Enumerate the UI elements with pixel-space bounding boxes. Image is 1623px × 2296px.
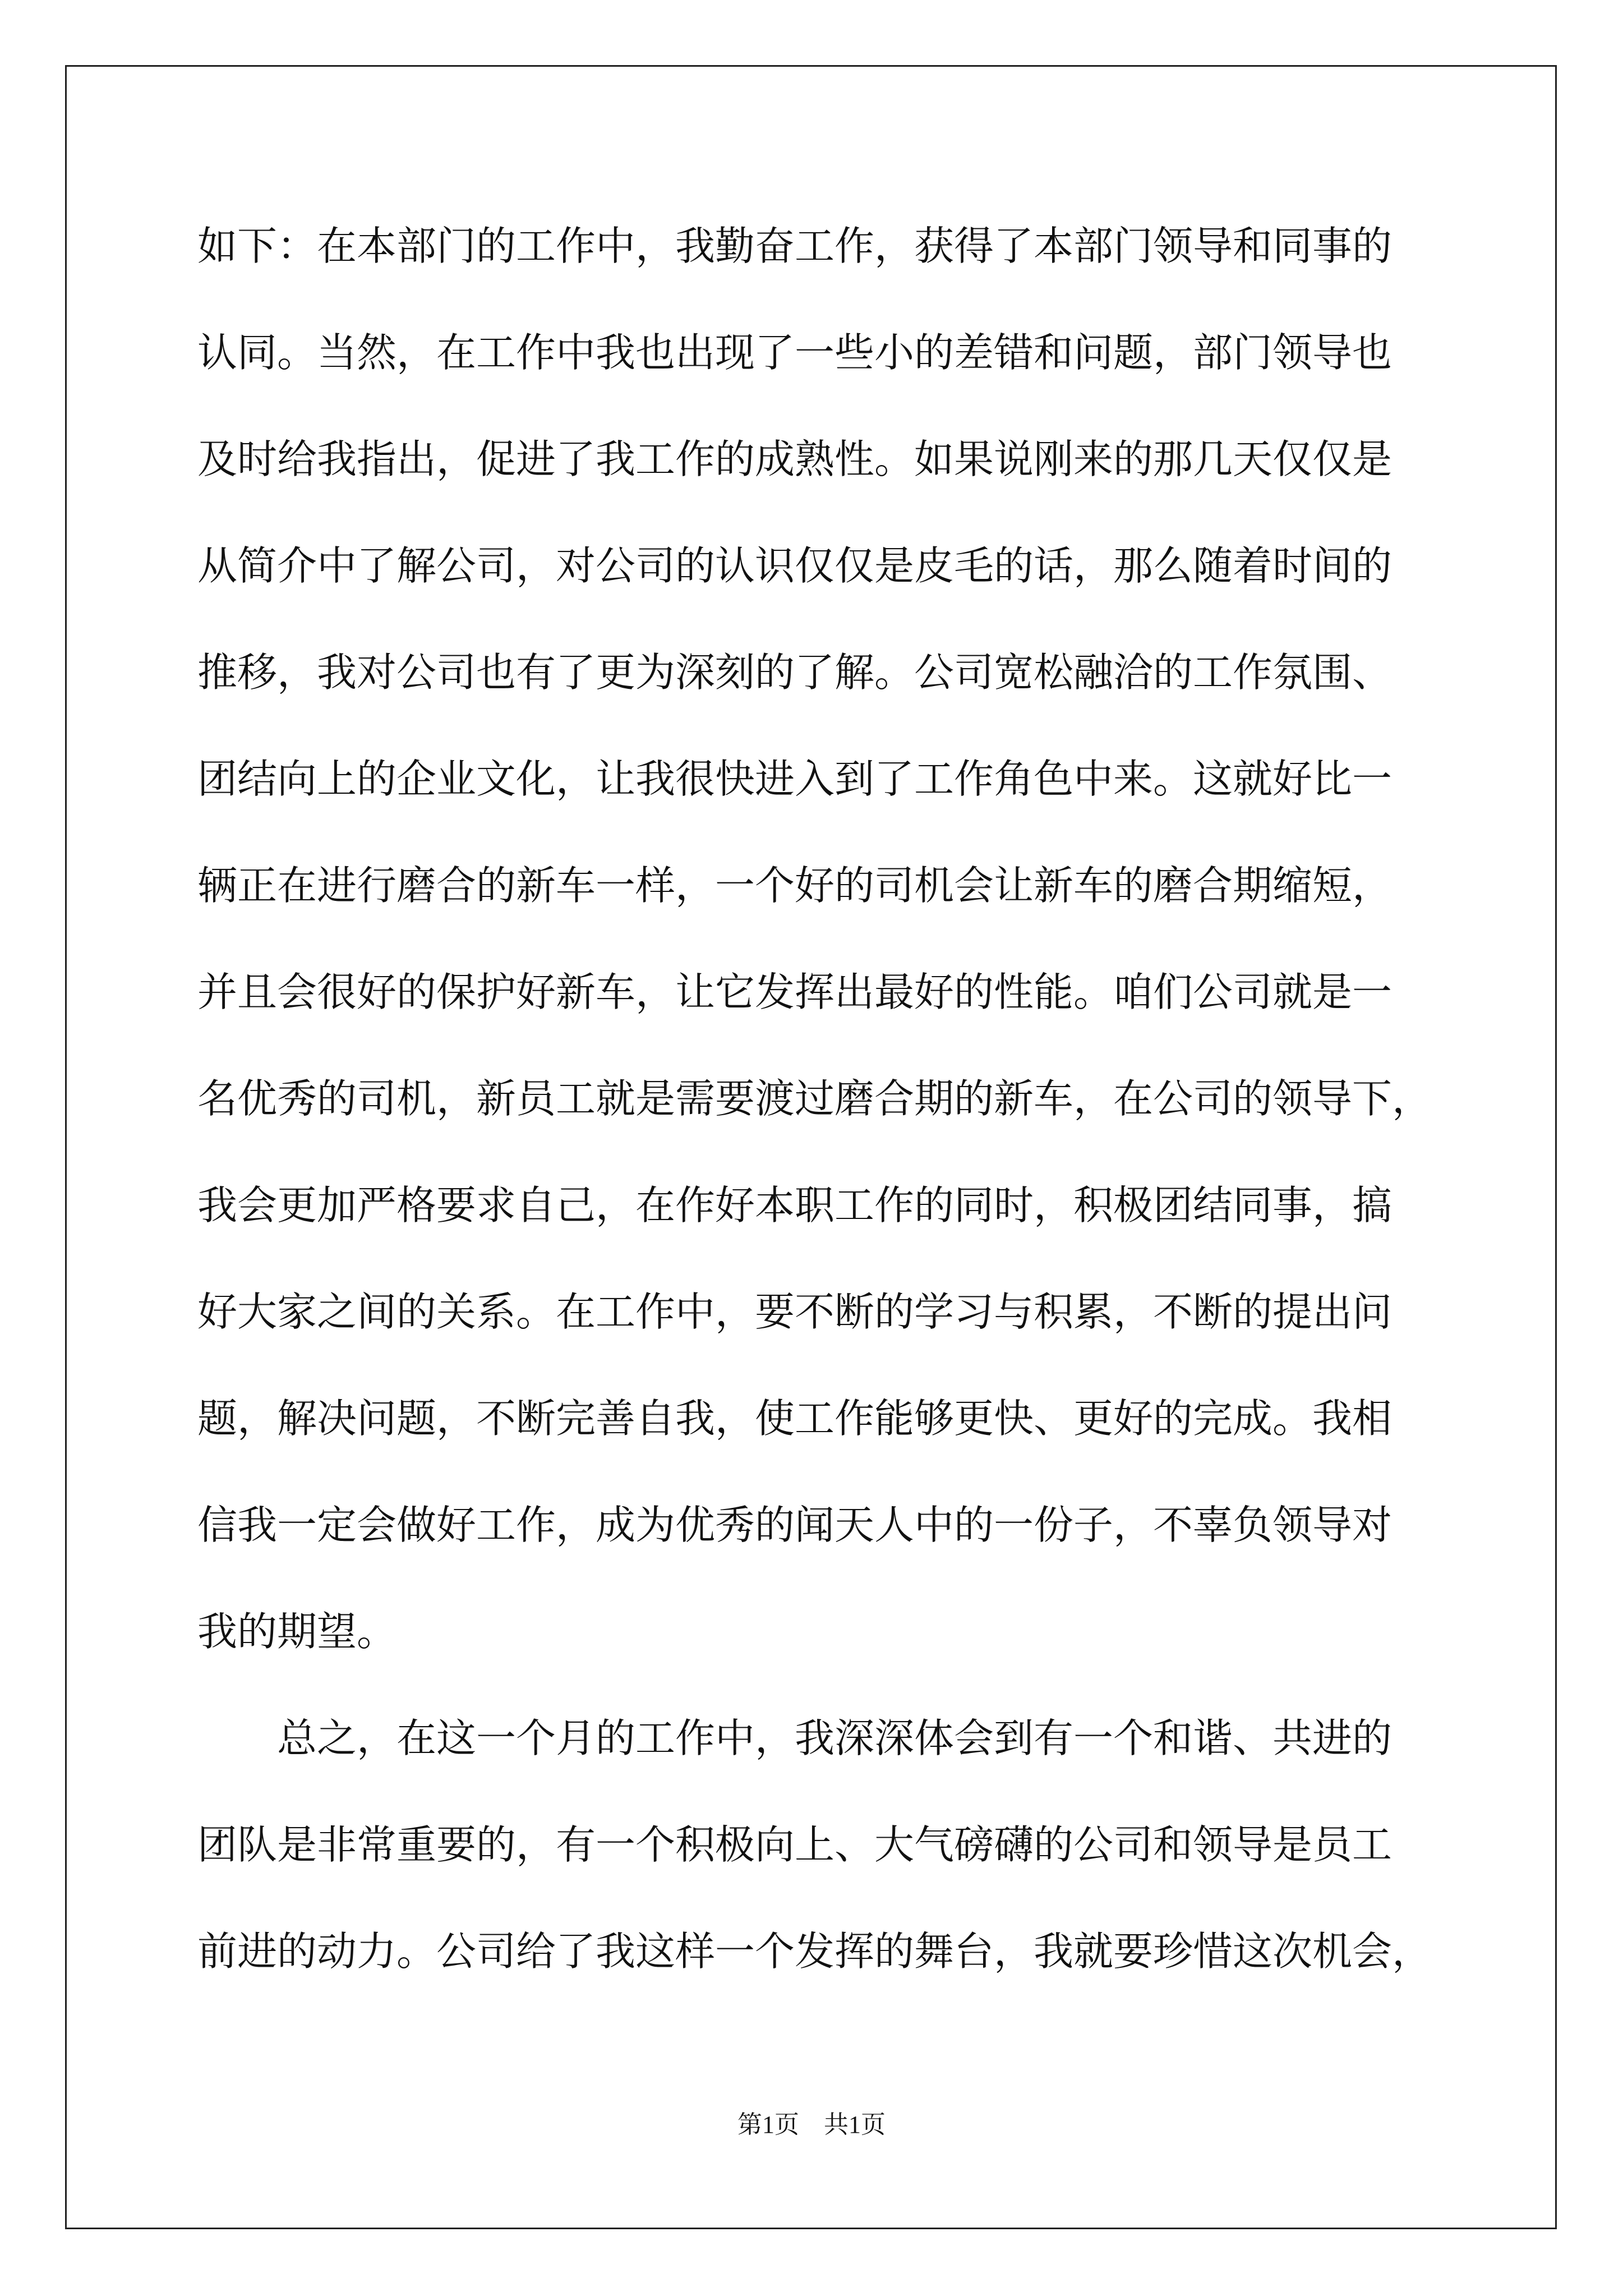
text-line: 信我一定会做好工作，成为优秀的闻天人中的一份子，不辜负领导对 (197, 1502, 1393, 1548)
text-line: 及时给我指出，促进了我工作的成熟性。如果说刚来的那几天仅仅是 (197, 436, 1393, 482)
document-body (197, 213, 1431, 2025)
text-line: 前进的动力。公司给了我这样一个发挥的舞台，我就要珍惜这次机会， (197, 1928, 1432, 1975)
text-line: 我会更加严格要求自己，在作好本职工作的同时，积极团结同事，搞 (197, 1182, 1393, 1228)
text-line: 好大家之间的关系。在工作中，要不断的学习与积累，不断的提出问 (197, 1289, 1393, 1335)
text-line: 如下：在本部门的工作中，我勤奋工作，获得了本部门领导和同事的 (197, 223, 1393, 269)
text-line: 从简介中了解公司，对公司的认识仅仅是皮毛的话，那么随着时间的 (197, 542, 1393, 589)
text-line: 推移，我对公司也有了更为深刻的了解。公司宽松融洽的工作氛围、 (197, 649, 1393, 696)
text-line: 团队是非常重要的，有一个积极向上、大气磅礴的公司和领导是员工 (197, 1821, 1393, 1868)
text-line: 题，解决问题，不断完善自我，使工作能够更快、更好的完成。我相 (197, 1395, 1393, 1442)
text-line: 认同。当然，在工作中我也出现了一些小的差错和问题，部门领导也 (197, 329, 1393, 376)
page-number: 第1页 共1页 (737, 2111, 886, 2138)
text-line: 辆正在进行磨合的新车一样，一个好的司机会让新车的磨合期缩短， (197, 862, 1393, 909)
text-line: 并且会很好的保护好新车，让它发挥出最好的性能。咱们公司就是一 (197, 969, 1393, 1015)
text-line: 总之，在这一个月的工作中，我深深体会到有一个和谐、共进的 (197, 1715, 1393, 1761)
text-line: 名优秀的司机，新员工就是需要渡过磨合期的新车，在公司的领导下， (197, 1075, 1432, 1122)
text-line: 我的期望。 (197, 1608, 397, 1655)
text-line: 团结向上的企业文化，让我很快进入到了工作角色中来。这就好比一 (197, 756, 1393, 802)
